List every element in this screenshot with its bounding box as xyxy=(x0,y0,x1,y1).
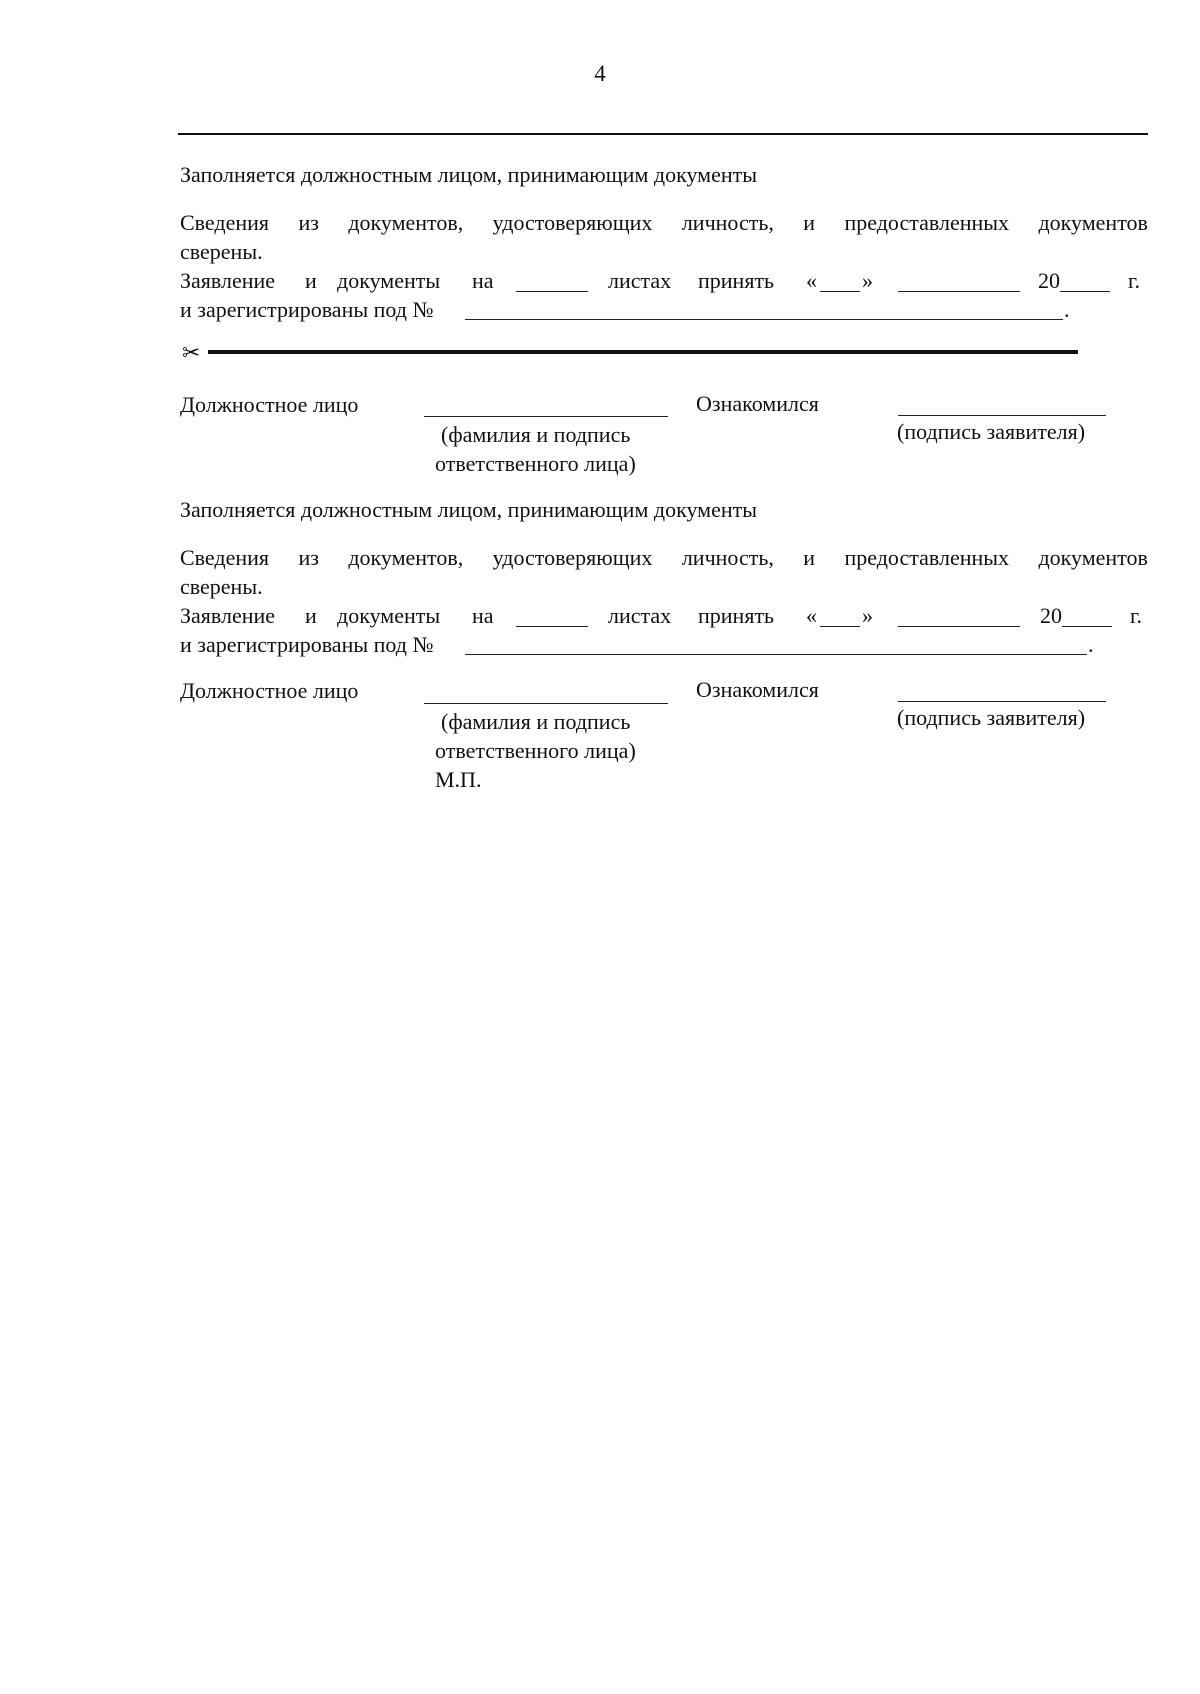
registered-end: . xyxy=(1064,297,1070,322)
quote-close: » xyxy=(862,268,873,293)
word: личность, xyxy=(681,210,774,235)
accepted-word: листах xyxy=(608,268,672,293)
accepted-word: листах xyxy=(608,603,672,628)
year-field[interactable] xyxy=(1060,291,1110,292)
top-rule xyxy=(178,133,1148,135)
registration-number-field[interactable] xyxy=(465,319,1063,320)
word: документов, xyxy=(348,210,464,235)
word: Сведения xyxy=(180,545,270,570)
month-field[interactable] xyxy=(898,291,1020,292)
registered-end: . xyxy=(1088,632,1094,657)
scissors-icon: ✂ xyxy=(182,340,201,365)
accepted-word: принять xyxy=(698,603,775,628)
official-caption-line1: (фамилия и подпись xyxy=(441,422,631,447)
word: документов xyxy=(1038,210,1148,235)
section1-verify-end: сверены. xyxy=(180,239,263,264)
official-caption-line1: (фамилия и подпись xyxy=(441,709,631,734)
word: Сведения xyxy=(180,210,270,235)
accepted-word: Заявление xyxy=(180,268,276,293)
official-signature-field[interactable] xyxy=(424,416,668,417)
word: удостоверяющих xyxy=(492,210,653,235)
month-field[interactable] xyxy=(898,626,1020,627)
accepted-word: принять xyxy=(698,268,775,293)
word: предоставленных xyxy=(844,210,1010,235)
accepted-word: документы xyxy=(337,603,441,628)
accepted-word: на xyxy=(472,603,494,628)
accepted-word: на xyxy=(472,268,494,293)
section1-heading: Заполняется должностным лицом, принимающим документы xyxy=(180,162,758,187)
section2-verify-end: сверены. xyxy=(180,574,263,599)
year-suffix: г. xyxy=(1128,268,1141,293)
word: и xyxy=(803,210,816,235)
official-caption xyxy=(435,420,636,478)
year-prefix: 20 xyxy=(1040,603,1062,628)
accepted-word: Заявление xyxy=(180,603,276,628)
applicant-signature-field[interactable] xyxy=(898,415,1106,416)
applicant-signature-field[interactable] xyxy=(898,701,1106,702)
acknowledged-label: Ознакомился xyxy=(696,391,819,416)
registered-label: и зарегистрированы под № xyxy=(180,297,434,322)
registered-label: и зарегистрированы под № xyxy=(180,632,434,657)
registration-number-field[interactable] xyxy=(465,654,1087,655)
section2-verify-line xyxy=(180,547,1148,569)
official-label: Должностное лицо xyxy=(180,678,359,703)
word: документов, xyxy=(348,545,464,570)
word: документов xyxy=(1038,545,1148,570)
official-caption-line2: ответственного лица) xyxy=(435,451,636,477)
year-prefix: 20 xyxy=(1038,268,1060,293)
stamp-label: М.П. xyxy=(435,767,482,793)
official-caption-line2: ответственного лица) xyxy=(435,738,636,764)
year-suffix: г. xyxy=(1130,603,1143,628)
quote-open: « xyxy=(806,268,817,293)
word: из xyxy=(298,210,319,235)
day-field[interactable] xyxy=(820,291,860,292)
section2-heading: Заполняется должностным лицом, принимающим документы xyxy=(180,497,758,522)
day-field[interactable] xyxy=(820,626,860,627)
year-field[interactable] xyxy=(1062,626,1112,627)
quote-open: « xyxy=(806,603,817,628)
official-signature-field[interactable] xyxy=(424,703,668,704)
official-caption xyxy=(435,707,636,794)
word: из xyxy=(298,545,319,570)
sheets-count-field[interactable] xyxy=(516,626,588,627)
applicant-caption: (подпись заявителя) xyxy=(897,705,1086,730)
accepted-word: документы xyxy=(337,268,441,293)
acknowledged-label: Ознакомился xyxy=(696,677,819,702)
page-number: 4 xyxy=(594,61,606,86)
word: личность, xyxy=(681,545,774,570)
word: удостоверяющих xyxy=(492,545,653,570)
cut-line xyxy=(208,350,1078,354)
word: и xyxy=(803,545,816,570)
applicant-caption: (подпись заявителя) xyxy=(897,419,1086,444)
section1-verify-line xyxy=(180,212,1148,234)
accepted-word: и xyxy=(305,268,317,293)
accepted-word: и xyxy=(305,603,317,628)
word: предоставленных xyxy=(844,545,1010,570)
sheets-count-field[interactable] xyxy=(516,291,588,292)
quote-close: » xyxy=(862,603,873,628)
official-label: Должностное лицо xyxy=(180,392,359,417)
